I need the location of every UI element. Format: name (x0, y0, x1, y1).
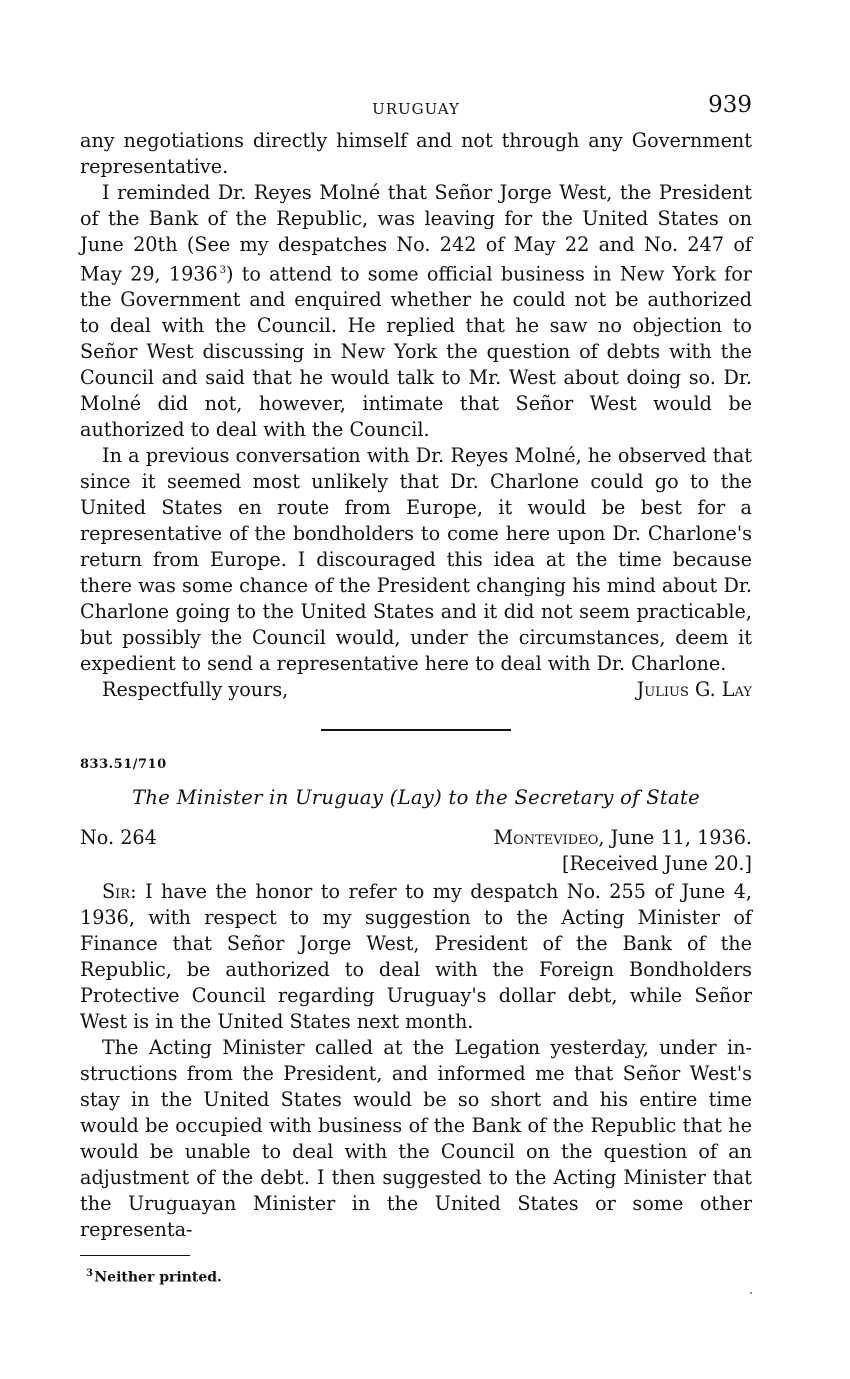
signature: Julius G. Lay (636, 678, 752, 702)
file-number: 833.51/710 (80, 757, 167, 773)
footnote-marker: 3 (86, 1268, 93, 1280)
place-and-date (493, 825, 752, 851)
paragraph-reminder-part1: I reminded Dr. Reyes Molné that Señor Jorge West, the President of the Bank of the Republic, was leaving for the United States on June 20th (See my despatches No. 242 of May 22 and No. 247 of May 29, 1936 (80, 181, 752, 286)
dateline (80, 825, 752, 879)
salutation: Sir: (102, 880, 137, 904)
document-page (80, 88, 752, 1286)
paragraph-previous-conversation: In a previous conversation with Dr. Reyes Molné, he observed that since it seemed most unlikely that Dr. Charlone could go to the United States en route from Europe, it would be best for a representative of the bondholders to come here upon Dr. Charlone's return from Europe. I discouraged this idea at the time because there was some chance of the President changing his mind about Dr. Charlone going to the United States and it did not seem practicable, but possibly the Council would, under the circumstances, deem it expedient to send a representative here to deal with Dr. Charlone. (80, 444, 752, 676)
closing: Respectfully yours, (102, 678, 289, 702)
paragraph-acting-minister: The Acting Minister called at the Legation yesterday, under instructions from the President, and informed me that Señor West's stay in the United States would be so short and his entire time would be occupied with business of the Bank of the Republic that he would be unable to deal with the Council on the question of an adjustment of the debt. I then suggested to the Acting Minister that the Uruguayan Minister in the United States or some other representa- (80, 1036, 752, 1242)
running-title: URUGUAY (372, 100, 460, 118)
date: June 11, 1936. (610, 826, 752, 850)
footnote-reference: 3 (219, 265, 226, 276)
page-number: 939 (708, 92, 752, 118)
paragraph-sir-text: I have the honor to refer to my despatch No. 255 of June 4, 1936, with respect to my suggestion to the Acting Minister of Finance that Señor Jorge West, President of the Bank of the Republic, be authorized to deal with the Foreign Bondholders Protective Council regarding Uruguay's dollar debt, while Señor West is in the United States next month. (80, 880, 752, 1034)
running-head (80, 88, 752, 128)
place: Montevideo, (493, 826, 605, 850)
document-heading: The Minister in Uruguay (Lay) to the Secretary of State (132, 786, 700, 810)
section-divider (321, 729, 511, 731)
signoff (80, 677, 752, 705)
paragraph-reminder (80, 180, 752, 443)
paragraph-reminder-part2: ) to attend to some official business in New York for the Government and enquired whether he could not be authorized to deal with the Council. He replied that he saw no objection to Señor West discussing in New York the question of debts with the Council and said that he would talk to Mr. West about doing so. Dr. Molné did not, however, intimate that Señor West would be authorized to deal with the Council. (80, 262, 752, 442)
footnote-divider (80, 1255, 190, 1256)
received-date: [Received June 20.] (562, 852, 752, 876)
stray-mark (750, 1292, 752, 1294)
paragraph-continuation: any negotiations directly himself and not through any Government representative. (80, 129, 752, 178)
despatch-number: No. 264 (80, 826, 157, 850)
footnote-text: Neither printed. (94, 1270, 222, 1287)
footnote (80, 1268, 752, 1286)
paragraph-sir (80, 879, 752, 1035)
